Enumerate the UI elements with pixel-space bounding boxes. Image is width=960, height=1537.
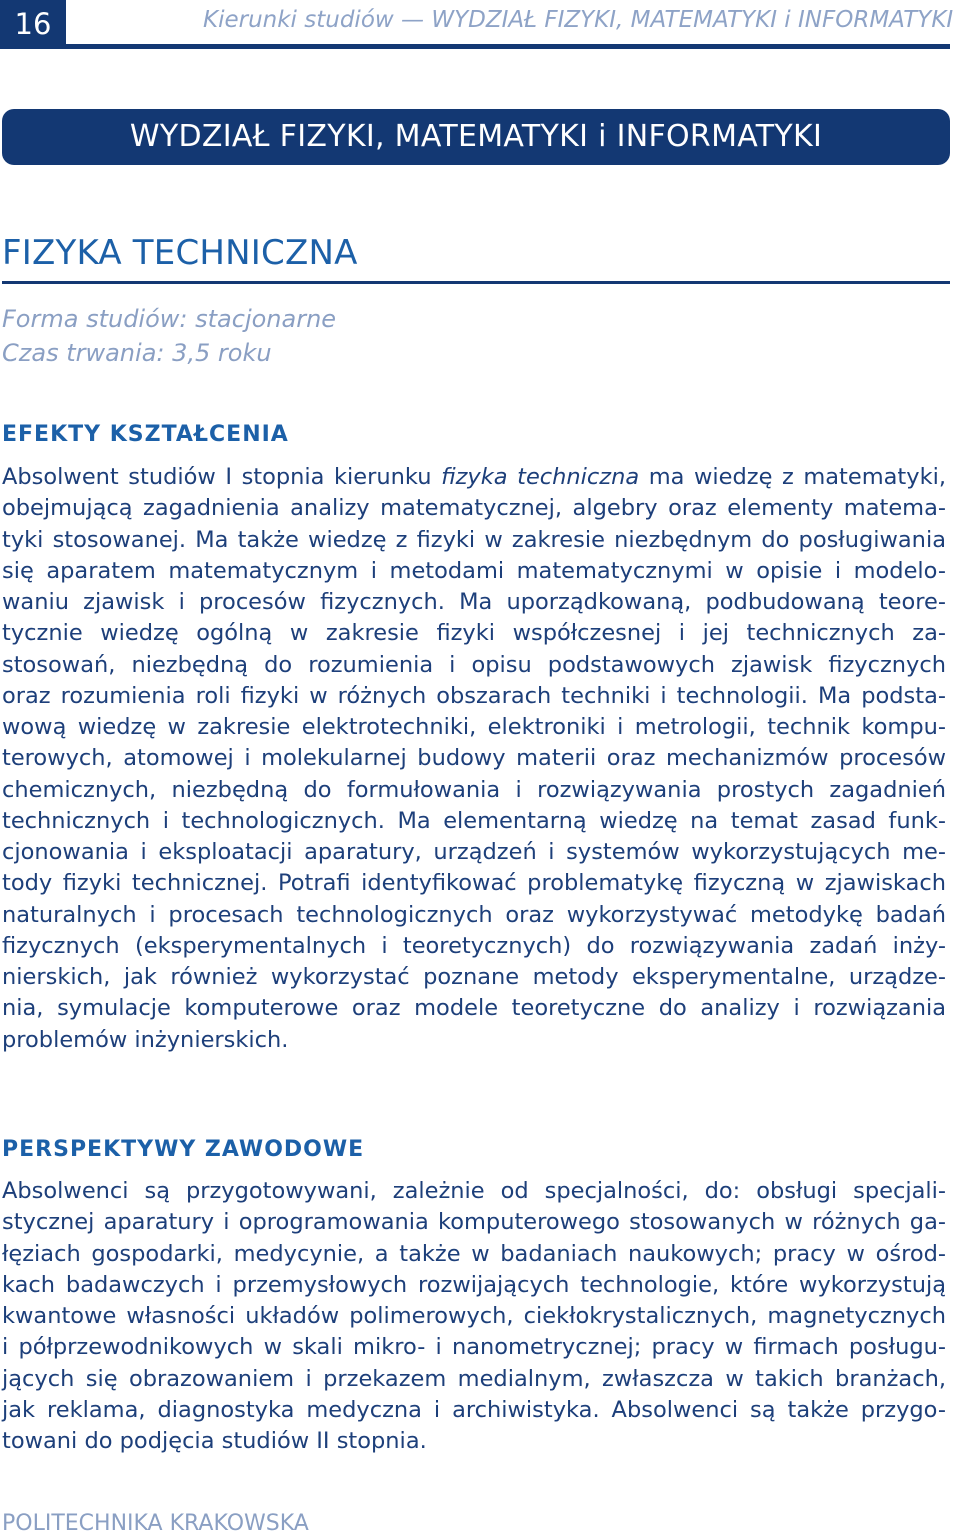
paragraph-line: tody fizyki technicznej. Potrafi identyfikować problematykę fizyczną w zjawiskach	[2, 870, 946, 897]
study-mode: Forma studiów: stacjonarne	[2, 305, 337, 333]
page-number: 16	[0, 0, 66, 49]
learning-outcomes-paragraph	[2, 462, 946, 1056]
paragraph-line: tycznie wiedzę ogólną w zakresie fizyki współczesnej i jej technicznych za-	[2, 620, 946, 647]
paragraph-line: terowych, atomowej i molekularnej budowy materii oraz mechanizmów procesów	[2, 745, 946, 772]
paragraph-line: oraz rozumienia roli fizyki w różnych obszarach techniki i technologii. Ma podsta-	[2, 682, 946, 709]
paragraph-line: łęziach gospodarki, medycynie, a także w badaniach naukowych; pracy w ośrod-	[2, 1240, 946, 1267]
publisher-footer: POLITECHNIKA KRAKOWSKA	[2, 1511, 309, 1536]
program-title-divider	[2, 281, 950, 284]
paragraph-line: towani do podjęcia studiów II stopnia.	[2, 1428, 427, 1454]
paragraph-line: się aparatem matematycznym i metodami matematycznymi w opisie i modelo-	[2, 557, 946, 584]
program-title: FIZYKA TECHNICZNA	[2, 233, 358, 273]
paragraph-line: chemicznych, niezbędną do formułowania i rozwiązywania prostych zagadnień	[2, 776, 946, 803]
learning-outcomes-heading: EFEKTY KSZTAŁCENIA	[2, 422, 289, 447]
paragraph-line: obejmującą zagadnienia analizy matematycznej, algebry oraz elementy matema-	[2, 495, 946, 522]
paragraph-line: nierskich, jak również wykorzystać poznane metody eksperymentalne, urządze-	[2, 964, 946, 990]
paragraph-line: tyki stosowanej. Ma także wiedzę z fizyki w zakresie niezbędnym do posługiwania	[2, 526, 946, 553]
paragraph-line: wową wiedzę w zakresie elektrotechniki, elektroniki i metrologii, technik kompu-	[2, 714, 946, 740]
paragraph-line: stosowań, niezbędną do rozumienia i opisu podstawowych zjawisk fizycznych	[2, 651, 946, 678]
paragraph-line: i półprzewodnikowych w skali mikro- i nanometrycznej; pracy w firmach posługu-	[2, 1334, 946, 1361]
paragraph-line: technicznych i technologicznych. Ma elementarną wiedzę na temat zasad funk-	[2, 807, 946, 834]
paragraph-line: nia, symulacje komputerowe oraz modele teoretyczne do analizy i rozwiązania	[2, 995, 946, 1022]
faculty-banner: WYDZIAŁ FIZYKI, MATEMATYKI i INFORMATYKI	[2, 109, 950, 165]
program-name-emphasis: fizyka techniczna	[441, 464, 640, 490]
header-divider	[0, 44, 950, 49]
career-prospects-heading: PERSPEKTYWY ZAWODOWE	[2, 1137, 365, 1162]
study-duration: Czas trwania: 3,5 roku	[2, 339, 272, 367]
line-text: ma wiedzę z matematyki,	[639, 464, 946, 490]
paragraph-line: fizycznych (eksperymentalnych i teoretycznych) do rozwiązywania zadań inży-	[2, 932, 946, 959]
paragraph-line: problemów inżynierskich.	[2, 1026, 289, 1053]
paragraph-line: stycznej aparatury i oprogramowania komputerowego stosowanych w różnych ga-	[2, 1209, 946, 1236]
paragraph-line: jących się obrazowaniem i przekazem medialnym, zwłaszcza w takich branżach,	[2, 1365, 946, 1392]
career-prospects-paragraph	[2, 1176, 946, 1457]
paragraph-line: kach badawczych i przemysłowych rozwijających technologie, które wykorzystują	[2, 1271, 946, 1298]
paragraph-line	[2, 462, 946, 493]
paragraph-line: kwantowe własności układów polimerowych, ciekłokrystalicznych, magnetycznych	[2, 1303, 946, 1329]
running-header: Kierunki studiów — WYDZIAŁ FIZYKI, MATEMATYKI i INFORMATYKI	[203, 7, 954, 33]
paragraph-line: waniu zjawisk i procesów fizycznych. Ma uporządkowaną, podbudowaną teore-	[2, 589, 946, 615]
paragraph-line: Absolwenci są przygotowywani, zależnie od specjalności, do: obsługi specjali-	[2, 1178, 946, 1204]
line-text: Absolwent studiów I stopnia kierunku	[2, 464, 442, 490]
paragraph-line: cjonowania i eksploatacji aparatury, urządzeń i systemów wykorzystujących me-	[2, 839, 946, 865]
paragraph-line: jak reklama, diagnostyka medyczna i archiwistyka. Absolwenci są także przygo-	[2, 1396, 946, 1423]
paragraph-line: naturalnych i procesach technologicznych oraz wykorzystywać metodykę badań	[2, 901, 946, 928]
